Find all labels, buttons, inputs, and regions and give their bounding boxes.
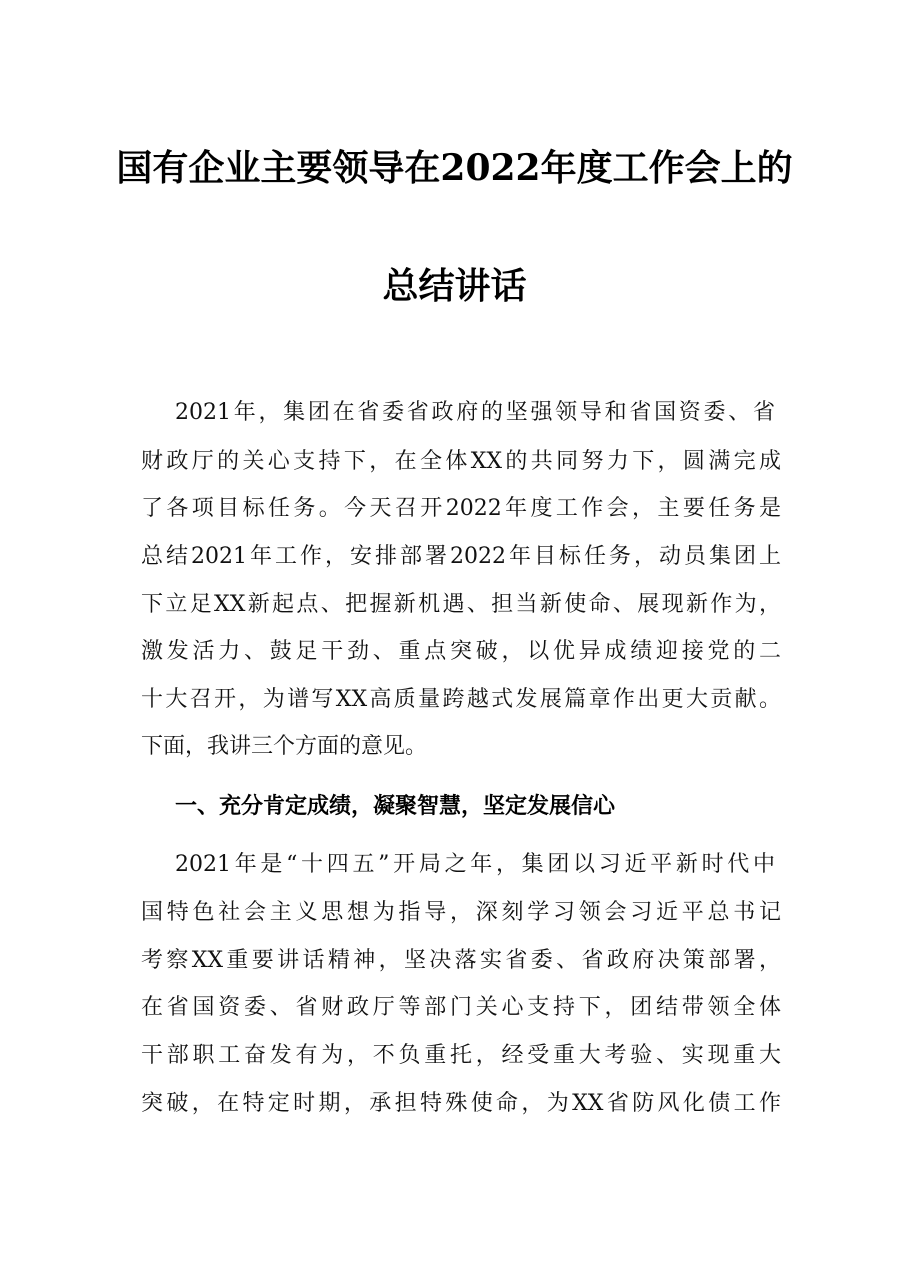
paragraph-1-line: 2021年，集团在省委省政府的坚强领导和省国资委、省 <box>175 400 775 425</box>
paragraph-1-line: 了各项目标任务。今天召开2022年度工作会，主要任务是 <box>141 496 781 521</box>
document-title-line-1: 国有企业主要领导在2022年度工作会上的 <box>116 147 793 189</box>
paragraph-1-line: 下立足XX新起点、把握新机遇、担当新使命、展现新作为， <box>141 592 781 617</box>
paragraph-2-line: 2021年是“十四五”开局之年，集团以习近平新时代中 <box>175 852 775 877</box>
paragraph-2-line: 在省国资委、省财政厅等部门关心支持下，团结带领全体 <box>141 995 781 1020</box>
paragraph-1-line: 财政厅的关心支持下，在全体XX的共同努力下，圆满完成 <box>141 449 781 474</box>
document-title-line-2: 总结讲话 <box>382 265 527 307</box>
paragraph-1-line: 激发活力、鼓足干劲、重点突破，以优异成绩迎接党的二 <box>141 639 781 664</box>
paragraph-1-line: 十大召开，为谱写XX高质量跨越式发展篇章作出更大贡献。 <box>141 687 781 712</box>
paragraph-2-line: 国特色社会主义思想为指导，深刻学习领会习近平总书记 <box>141 900 781 925</box>
paragraph-2-line: 考察XX重要讲话精神，坚决落实省委、省政府决策部署， <box>141 948 781 973</box>
paragraph-1-line: 总结2021年工作，安排部署2022年目标任务，动员集团上 <box>141 544 781 569</box>
paragraph-1-line: 下面，我讲三个方面的意见。 <box>141 734 428 759</box>
section-heading: 一、充分肯定成绩，凝聚智慧，坚定发展信心 <box>175 794 616 819</box>
paragraph-2-line: 干部职工奋发有为，不负重托，经受重大考验、实现重大 <box>141 1043 781 1068</box>
paragraph-2-line: 突破，在特定时期，承担特殊使命，为XX省防风化债工作 <box>141 1091 781 1116</box>
